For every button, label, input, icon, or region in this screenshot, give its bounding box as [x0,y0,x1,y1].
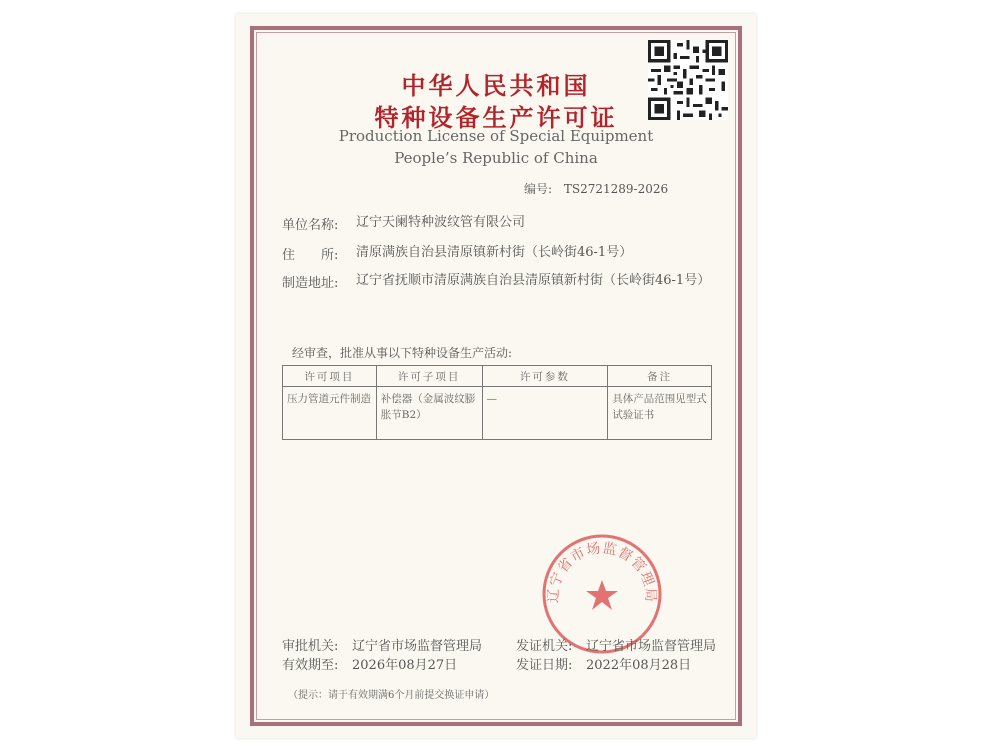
license-number [524,180,668,197]
unit-name-label: 单位名称: [282,218,339,233]
renewal-note: （提示：请于有效期满6个月前提交换证申请） [288,690,495,701]
issuing-authority-label: 发证机关: [516,639,573,654]
unit-name-value: 辽宁天阑特种波纹管有限公司 [356,215,526,230]
issue-date [516,654,691,673]
title-english-line2: People’s Republic of China [394,149,598,167]
table-row [283,387,712,440]
issue-date-label: 发证日期: [516,658,573,673]
issue-date-value: 2022年08月28日 [586,658,692,673]
title-chinese-line2: 特种设备生产许可证 [374,104,618,132]
header-remarks: 备注 [608,366,712,387]
title-english-line1: Production License of Special Equipment [338,127,654,145]
address-label: 住 所: [282,248,339,263]
license-number-label: 编号: [524,182,553,196]
license-number-value: TS2721289-2026 [563,182,669,196]
cell-remarks: 具体产品范围见型式试验证书 [608,387,712,440]
review-authority [282,635,482,654]
table-header-row [283,366,712,387]
approval-statement: 经审查，批准从事以下特种设备生产活动: [292,346,513,360]
header-permit-parameter: 许可参数 [482,366,608,387]
certificate [236,14,756,738]
permit-table [282,365,712,440]
valid-until-value: 2026年08月27日 [352,658,458,673]
cell-permit-item: 压力管道元件制造 [283,387,377,440]
cell-permit-parameter: — [482,387,608,440]
seal-text: 辽宁省市场监督管理局 [545,540,659,604]
valid-until-label: 有效期至: [282,658,339,673]
valid-until [282,654,457,673]
title-chinese-line1: 中华人民共和国 [401,72,591,100]
manufacturing-address-value: 辽宁省抚顺市清原满族自治县清原镇新村街（长岭街46-1号） [356,273,711,288]
issuing-authority [516,635,716,654]
cell-permit-subitem: 补偿器（金属波纹膨胀节B2） [376,387,482,440]
header-permit-item: 许可项目 [283,366,377,387]
address-value: 清原满族自治县清原镇新村街（长岭街46-1号） [356,245,633,260]
review-authority-label: 审批机关: [282,639,339,654]
manufacturing-address-label: 制造地址: [282,276,339,291]
review-authority-value: 辽宁省市场监督管理局 [352,639,483,654]
issuing-authority-value: 辽宁省市场监督管理局 [586,639,717,654]
header-permit-subitem: 许可子项目 [376,366,482,387]
